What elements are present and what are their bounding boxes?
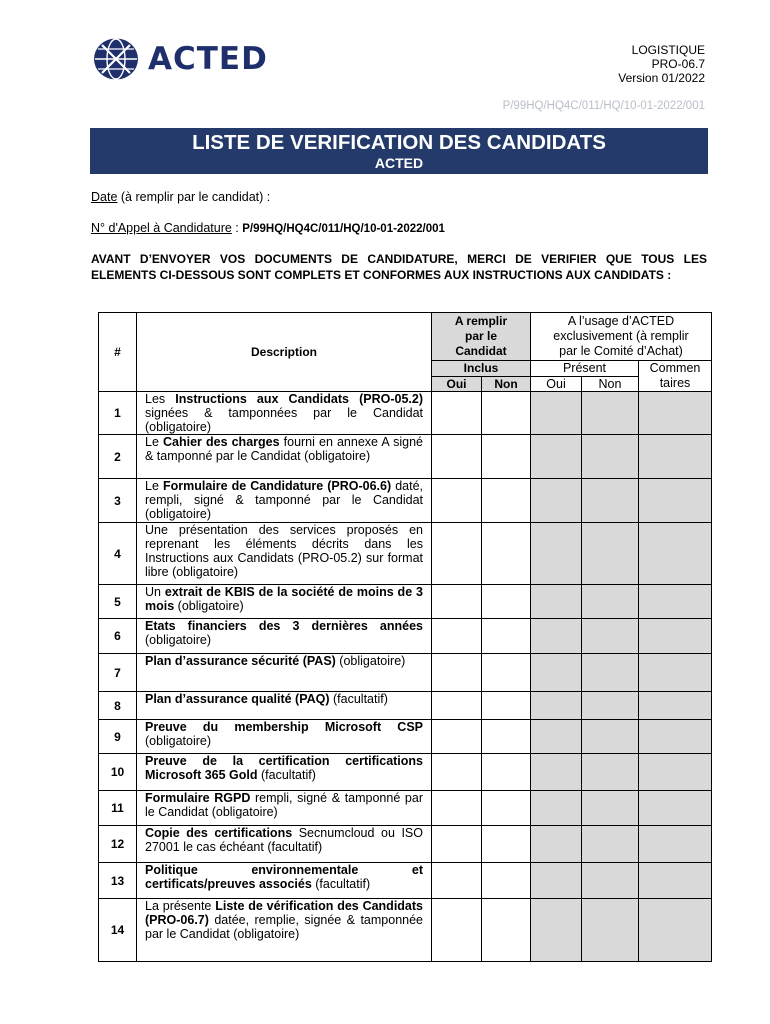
row-description [137,754,432,791]
description-bold-text: Preuve du membership Microsoft CSP [145,720,423,734]
candidate-oui-cell[interactable] [432,392,482,435]
acted-oui-cell [531,791,582,826]
acted-oui-cell [531,392,582,435]
table-row [99,523,712,585]
acted-oui-cell [531,585,582,619]
candidate-non-cell[interactable] [482,720,531,754]
description-text: Un [145,585,165,599]
description-text: (obligatoire) [145,734,212,748]
comments-line2: taires [659,376,691,390]
description-bold-text: Plan d’assurance sécurité (PAS) [145,654,336,668]
department: LOGISTIQUE [631,43,705,57]
appel-separator: : [231,221,243,235]
row-description [137,523,432,585]
candidate-header-line2: par le [464,329,497,343]
row-description [137,720,432,754]
table-row [99,392,712,435]
header-comments [639,361,712,392]
page-title: LISTE DE VERIFICATION DES CANDIDATS [192,131,606,154]
header-description: Description [137,313,432,392]
reference-number: P/99HQ/HQ4C/011/HQ/10-01-2022/001 [502,100,705,112]
description-text: rempli, signé & tamponné par le Candidat (obligatoire) [145,791,424,819]
row-description [137,479,432,523]
acted-header-line2: exclusivement (à remplir [553,329,689,343]
row-number: 12 [99,826,137,863]
description-text: (facultatif) [329,692,388,706]
acted-header-line1: A l’usage d’ACTED [567,314,675,328]
table-row [99,899,712,962]
comments-cell [639,585,712,619]
description-text: (facultatif) [311,877,371,891]
candidate-non-cell[interactable] [482,899,531,962]
table-row [99,863,712,899]
candidate-non-cell[interactable] [482,826,531,863]
doc-version: Version 01/2022 [618,71,705,85]
description-bold-text: Preuve de la certification certifications Microsoft 365 Gold [145,754,423,782]
comments-cell [639,654,712,692]
globe-logo-icon [92,37,140,81]
row-description [137,826,432,863]
acted-non-cell [582,899,639,962]
acted-non-cell [582,720,639,754]
candidate-oui-cell[interactable] [432,585,482,619]
document-info [618,43,705,85]
acted-oui-cell [531,619,582,654]
row-number: 3 [99,479,137,523]
appel-value: P/99HQ/HQ4C/011/HQ/10-01-2022/001 [242,223,445,235]
comments-line1: Commen [649,361,701,375]
table-row [99,654,712,692]
description-text: signées & tamponnées par le Candidat (obligatoire) [145,406,423,434]
acted-oui-cell [531,899,582,962]
row-description [137,899,432,962]
candidate-oui-cell[interactable] [432,826,482,863]
page-subtitle: ACTED [374,155,424,171]
description-bold-text: Copie des certifications [145,826,293,840]
description-bold-text: Formulaire RGPD [145,791,251,805]
acted-oui-cell [531,720,582,754]
comments-cell [639,720,712,754]
candidate-non-cell[interactable] [482,479,531,523]
candidate-non-cell[interactable] [482,692,531,720]
checklist-rows [99,392,712,962]
candidate-non-cell[interactable] [482,435,531,479]
acted-oui-cell [531,754,582,791]
table-row [99,692,712,720]
candidate-oui-cell[interactable] [432,435,482,479]
row-number: 9 [99,720,137,754]
acted-oui-cell [531,523,582,585]
description-text: Le [145,435,163,449]
acted-non-cell [582,692,639,720]
comments-cell [639,826,712,863]
doc-code: PRO-06.7 [651,57,705,71]
candidate-oui-cell[interactable] [432,692,482,720]
description-text: datée, remplie, signée & tamponnée par le Candidat (obligatoire) [145,913,423,941]
table-row [99,791,712,826]
acted-oui-cell [531,826,582,863]
row-description [137,654,432,692]
row-number: 14 [99,899,137,962]
candidate-non-cell[interactable] [482,654,531,692]
comments-cell [639,479,712,523]
description-text: daté, rempli, signé & tamponné par le Candidat (obligatoire) [145,479,423,521]
candidate-oui-cell[interactable] [432,523,482,585]
row-number: 1 [99,392,137,435]
candidate-non-cell[interactable] [482,791,531,826]
header-acted-oui: Oui [531,376,582,392]
acted-non-cell [582,619,639,654]
row-number: 4 [99,523,137,585]
candidate-non-cell[interactable] [482,619,531,654]
row-number: 7 [99,654,137,692]
candidate-non-cell[interactable] [482,754,531,791]
description-text: Une présentation des services proposés en reprenant les éléments décrits dans les Instructions aux Candidats (PRO-05.2) sur format libre (obligatoire) [145,523,423,579]
description-text: (facultatif) [257,768,316,782]
comments-cell [639,899,712,962]
row-description [137,692,432,720]
comments-cell [639,523,712,585]
acted-non-cell [582,392,639,435]
acted-logo [92,37,268,81]
row-number: 10 [99,754,137,791]
acted-non-cell [582,523,639,585]
row-description [137,791,432,826]
candidate-oui-cell[interactable] [432,754,482,791]
acted-non-cell [582,754,639,791]
description-bold-text: Plan d’assurance qualité (PAQ) [145,692,330,706]
candidate-non-cell[interactable] [482,392,531,435]
row-number: 11 [99,791,137,826]
candidate-oui-cell[interactable] [432,791,482,826]
comments-cell [639,392,712,435]
acted-non-cell [582,479,639,523]
table-row [99,826,712,863]
candidate-oui-cell[interactable] [432,654,482,692]
candidate-non-cell[interactable] [482,585,531,619]
candidate-oui-cell[interactable] [432,899,482,962]
acted-non-cell [582,435,639,479]
appel-label: N° d'Appel à Candidature [91,221,232,235]
description-bold-text: Instructions aux Candidats (PRO-05.2) [175,392,423,406]
description-bold-text: Politique environnementale et certificats/preuves associés [145,863,423,891]
candidate-non-cell[interactable] [482,863,531,899]
acted-oui-cell [531,654,582,692]
comments-cell [639,791,712,826]
row-number: 2 [99,435,137,479]
row-description [137,863,432,899]
description-text: Le [145,479,163,493]
acted-non-cell [582,585,639,619]
header-present: Présent [531,361,639,377]
header-candidate-oui: Oui [432,376,482,392]
acted-non-cell [582,863,639,899]
candidate-oui-cell[interactable] [432,619,482,654]
description-text: (obligatoire) [335,654,406,668]
row-number: 6 [99,619,137,654]
description-bold-text: Etats financiers des 3 dernières années [145,619,423,633]
header-inclus: Inclus [432,361,531,377]
table-row [99,754,712,791]
table-row [99,619,712,654]
row-description [137,619,432,654]
header-number: # [99,313,137,392]
row-description [137,585,432,619]
comments-cell [639,754,712,791]
table-row [99,585,712,619]
table-row [99,435,712,479]
acted-oui-cell [531,692,582,720]
date-line [91,190,270,204]
description-bold-text: Cahier des charges [163,435,280,449]
candidate-non-cell[interactable] [482,523,531,585]
candidate-header-line3: Candidat [455,344,507,358]
description-text: (obligatoire) [145,633,212,647]
comments-cell [639,692,712,720]
description-text: Secnumcloud ou ISO 27001 le cas échéant (facultatif) [145,826,423,854]
acted-oui-cell [531,863,582,899]
candidate-oui-cell[interactable] [432,479,482,523]
header-candidate-non: Non [482,376,531,392]
candidate-header-line1: A remplir [454,314,508,328]
description-text: La présente [145,899,216,913]
appel-line [91,221,445,235]
description-bold-text: Formulaire de Candidature (PRO-06.6) [162,479,392,493]
description-text: Les [145,392,176,406]
row-number: 13 [99,863,137,899]
date-hint: (à remplir par le candidat) : [117,190,271,204]
acted-non-cell [582,826,639,863]
description-bold-text: extrait de KBIS de la société de moins de 3 mois [145,585,423,613]
date-label: Date [91,190,118,204]
header-acted [531,313,712,361]
description-text: (obligatoire) [174,599,244,613]
brand-name: ACTED [148,41,268,77]
comments-cell [639,435,712,479]
row-description [137,392,432,435]
acted-non-cell [582,654,639,692]
checklist-table [98,312,712,962]
title-banner [90,128,708,174]
acted-oui-cell [531,435,582,479]
description-bold-text: Liste de vérification des Candidats (PRO-06.7) [145,899,423,927]
acted-header-line3: par le Comité d’Achat) [559,344,683,358]
table-row [99,479,712,523]
header-acted-non: Non [582,376,639,392]
header-candidate [432,313,531,361]
candidate-oui-cell[interactable] [432,720,482,754]
acted-oui-cell [531,479,582,523]
candidate-oui-cell[interactable] [432,863,482,899]
comments-cell [639,619,712,654]
description-text: fourni en annexe A signé & tamponné par le Candidat (obligatoire) [145,435,423,463]
notice-text: AVANT D’ENVOYER VOS DOCUMENTS DE CANDIDATURE, MERCI DE VERIFIER QUE TOUS LES ELEMENTS CI-DESSOUS SONT COMPLETS ET CONFORMES AUX INSTRUCTIONS AUX CANDIDATS : [91,252,707,282]
comments-cell [639,863,712,899]
row-number: 8 [99,692,137,720]
acted-non-cell [582,791,639,826]
table-row [99,720,712,754]
row-description [137,435,432,479]
row-number: 5 [99,585,137,619]
